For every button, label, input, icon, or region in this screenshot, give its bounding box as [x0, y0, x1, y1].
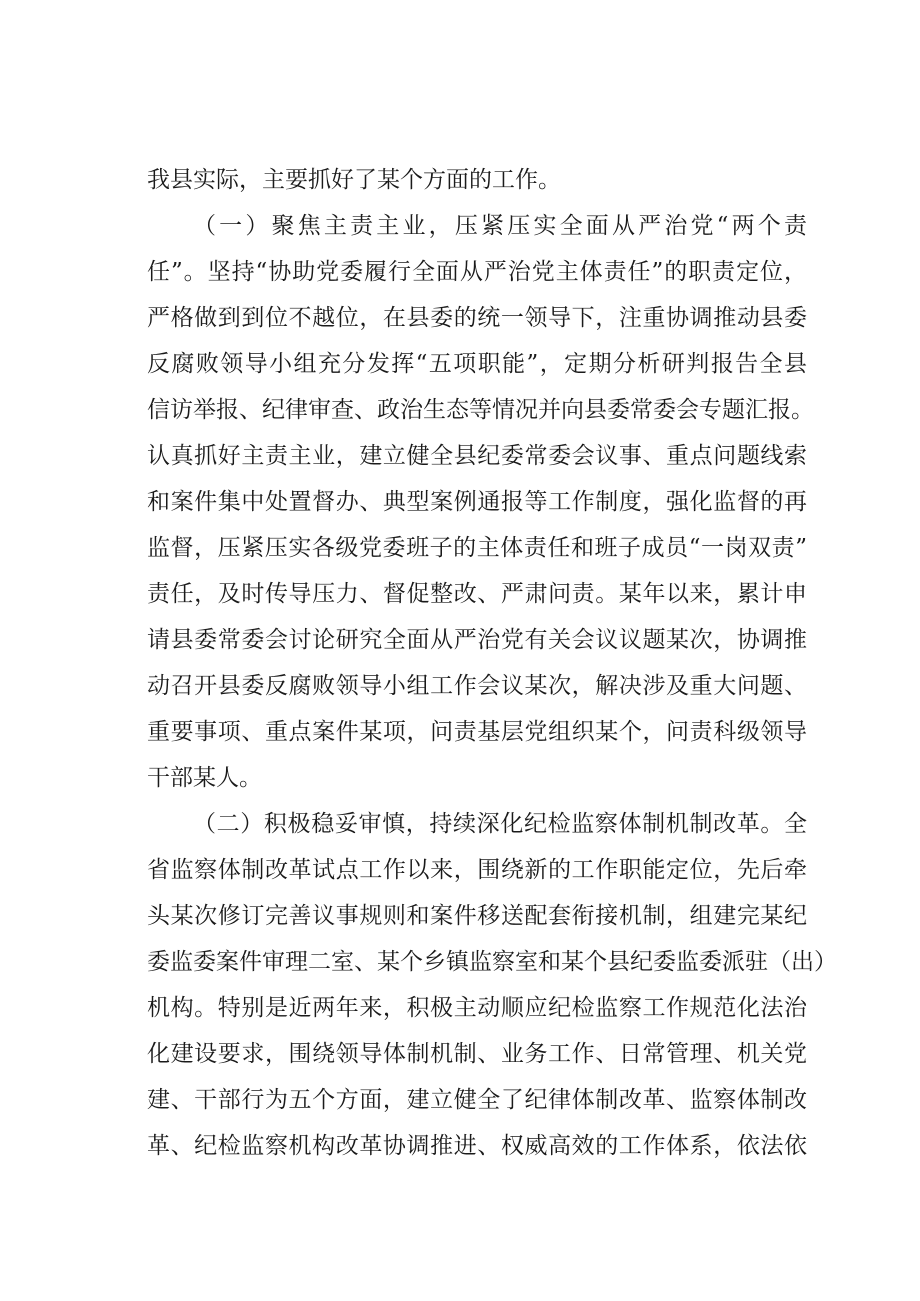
text-line: 监督，压紧压实各级党委班子的主体责任和班子成员“一岗双责”	[147, 535, 807, 561]
paragraph-heading-line: （二）积极稳妥审慎，持续深化纪检监察体制机制改革。全	[193, 811, 807, 837]
text-line: 任”。坚持“协助党委履行全面从严治党主体责任”的职责定位，	[147, 259, 807, 285]
text-line: 反腐败领导小组充分发挥“五项职能”，定期分析研判报告全县	[147, 351, 807, 377]
text-line: 认真抓好主责主业，建立健全县纪委常委会议事、重点问题线索	[147, 443, 807, 469]
text-line: 请县委常委会讨论研究全面从严治党有关会议议题某次，协调推	[147, 627, 807, 653]
text-line: 化建设要求，围绕领导体制机制、业务工作、日常管理、机关党	[147, 1041, 807, 1067]
text-line: 我县实际，主要抓好了某个方面的工作。	[147, 167, 561, 193]
text-line: 建、干部行为五个方面，建立健全了纪律体制改革、监察体制改	[147, 1087, 807, 1113]
text-line: 和案件集中处置督办、典型案例通报等工作制度，强化监督的再	[147, 489, 807, 515]
text-line: 省监察体制改革试点工作以来，围绕新的工作职能定位，先后牵	[147, 857, 807, 883]
text-line: 委监委案件审理二室、某个乡镇监察室和某个县纪委监委派驻（出）	[147, 949, 837, 975]
text-line: 革、纪检监察机构改革协调推进、权威高效的工作体系，依法依	[147, 1133, 807, 1159]
text-line: 重要事项、重点案件某项，问责基层党组织某个，问责科级领导	[147, 719, 807, 745]
text-line: 机构。特别是近两年来，积极主动顺应纪检监察工作规范化法治	[147, 995, 807, 1021]
text-line: 责任，及时传导压力、督促整改、严肃问责。某年以来，累计申	[147, 581, 807, 607]
text-line: 干部某人。	[147, 765, 262, 791]
text-line: 动召开县委反腐败领导小组工作会议某次，解决涉及重大问题、	[147, 673, 807, 699]
text-line: 头某次修订完善议事规则和案件移送配套衔接机制，组建完某纪	[147, 903, 807, 929]
text-line: 严格做到到位不越位，在县委的统一领导下，注重协调推动县委	[147, 305, 807, 331]
paragraph-heading-line: （一）聚焦主责主业，压紧压实全面从严治党“两个责	[193, 213, 807, 239]
text-line: 信访举报、纪律审查、政治生态等情况并向县委常委会专题汇报。	[147, 397, 814, 423]
